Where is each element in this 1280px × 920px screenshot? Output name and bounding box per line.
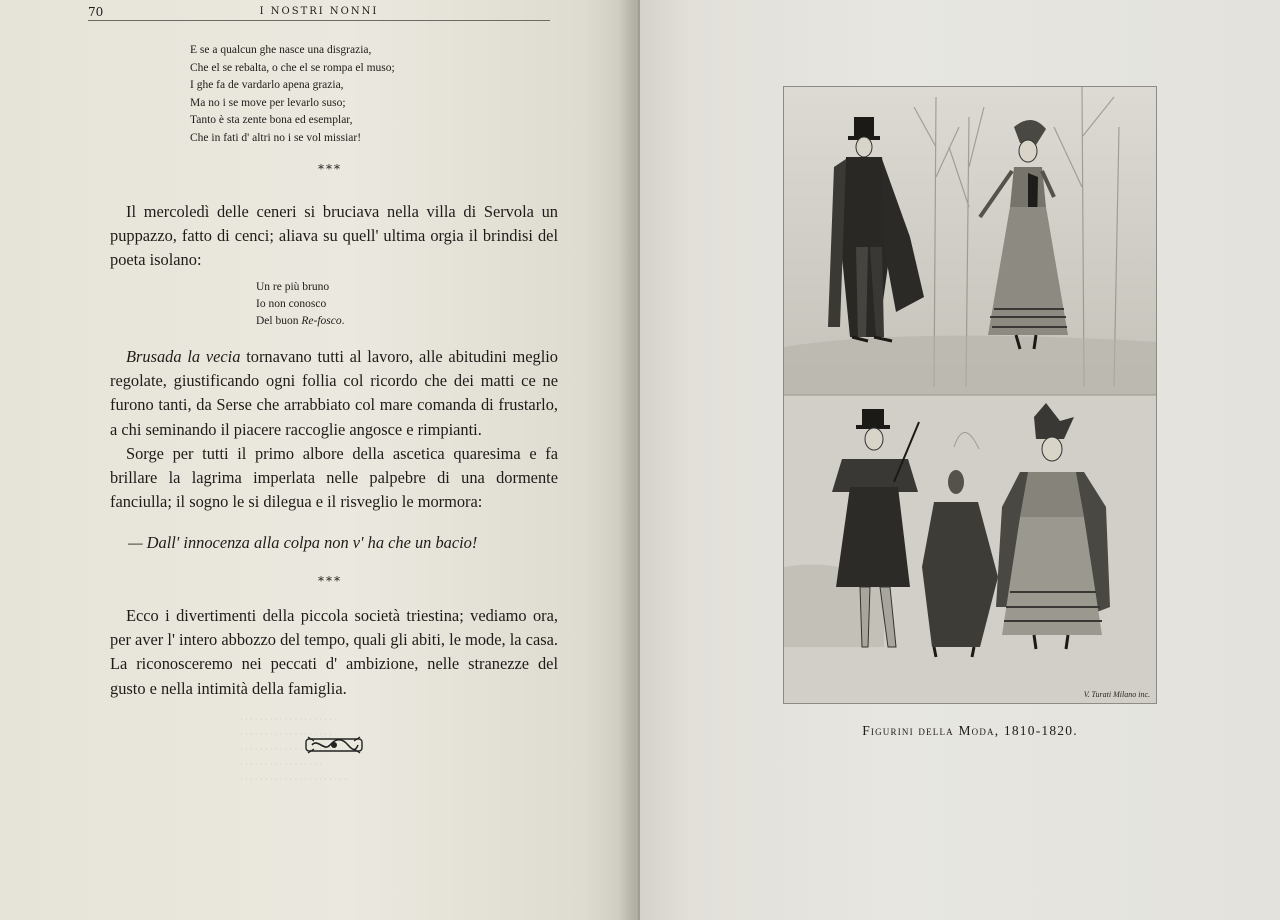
- running-head: I NOSTRI NONNI: [259, 6, 379, 17]
- show-through-text: · · · · · · · · · · · · · · · · · · · · · · · · · · · · · · · · · · · · · · · · · · · · · · · · · · · · · · · · · · · · · · · · · · · · · · · · · · · · · · · · · · · · · · · · · · · · · · · · · ·: [240, 714, 347, 784]
- poem-line: Che in fati d' altri no i se vol missiar!: [190, 131, 362, 144]
- paragraph-return-to-work: [110, 345, 558, 514]
- poem-line: Tanto è sta zente bona ed esemplar,: [190, 114, 353, 127]
- verse-line: Io non conosco: [256, 298, 327, 310]
- paragraph-text: Il mercoledì delle ceneri si bruciava nella villa di Servola un puppazzo, fatto di cenci; aliava su quell' ultima orgia il brindisi del poeta isolano:: [110, 202, 558, 270]
- toast-verse: [256, 279, 344, 330]
- poem-line: I ghe fa de vardarlo apena grazia,: [190, 79, 344, 92]
- fashion-figures-engraving: [784, 87, 1157, 704]
- dialect-poem: [190, 42, 395, 148]
- paragraph-lent: Sorge per tutti il primo albore della ascetica quaresima e fa brillare la lagrima imperlata nelle palpebre di una dormente fanciulla; il sogno le si dilegua e il risveglio le mormora:: [110, 443, 558, 512]
- poem-line: Che el se rebalta, o che el se rompa el muso;: [190, 61, 395, 74]
- verse-text: Del buon: [256, 315, 302, 327]
- verse-line: Un re più bruno: [256, 281, 330, 293]
- italic-quote: — Dall' innocenza alla colpa non v' ha che un bacio!: [128, 533, 478, 552]
- verse-period: .: [341, 315, 345, 327]
- paragraph-fashion: [110, 604, 558, 701]
- left-page: [0, 0, 636, 920]
- paragraph-text: Ecco i divertimenti della piccola società triestina; vediamo ora, per aver l' intero abbozzo del tempo, quali gli abiti, le mode, la casa. La riconosceremo nei peccati d' ambizione, nelle stranezze del gusto e nella intimità della famiglia.: [110, 606, 558, 698]
- section-separator: ***: [318, 162, 342, 176]
- paragraph-rest: tornavano tutti al lavoro, alle abitudini meglio regolate, giustificando ogni follia col ricordo che dei matti ce ne furono tanti, da Serse che arrabbiato col mare comanda di frustarlo, a chi seminando il piacere raccoglie angosce e rimpianti.: [110, 347, 558, 439]
- verse-line: [256, 313, 344, 330]
- plate-caption: Figurini della Moda, 1810-1820.: [862, 723, 1078, 738]
- verse-italic: Re-fosco: [301, 315, 342, 327]
- engraver-credit: V. Turati Milano inc.: [1083, 690, 1150, 699]
- paragraph-ash-wednesday: [110, 200, 558, 273]
- italic-phrase: Brusada la vecia: [126, 347, 241, 366]
- poem-line: Ma no i se move per levarlo suso;: [190, 96, 346, 109]
- poem-line: E se a qualcun ghe nasce una disgrazia,: [190, 44, 372, 56]
- page-header: [88, 4, 550, 21]
- page-number: 70: [88, 5, 104, 19]
- fashion-plate-illustration: [783, 86, 1157, 704]
- paragraph-text: [110, 345, 558, 442]
- section-separator: ***: [318, 574, 342, 588]
